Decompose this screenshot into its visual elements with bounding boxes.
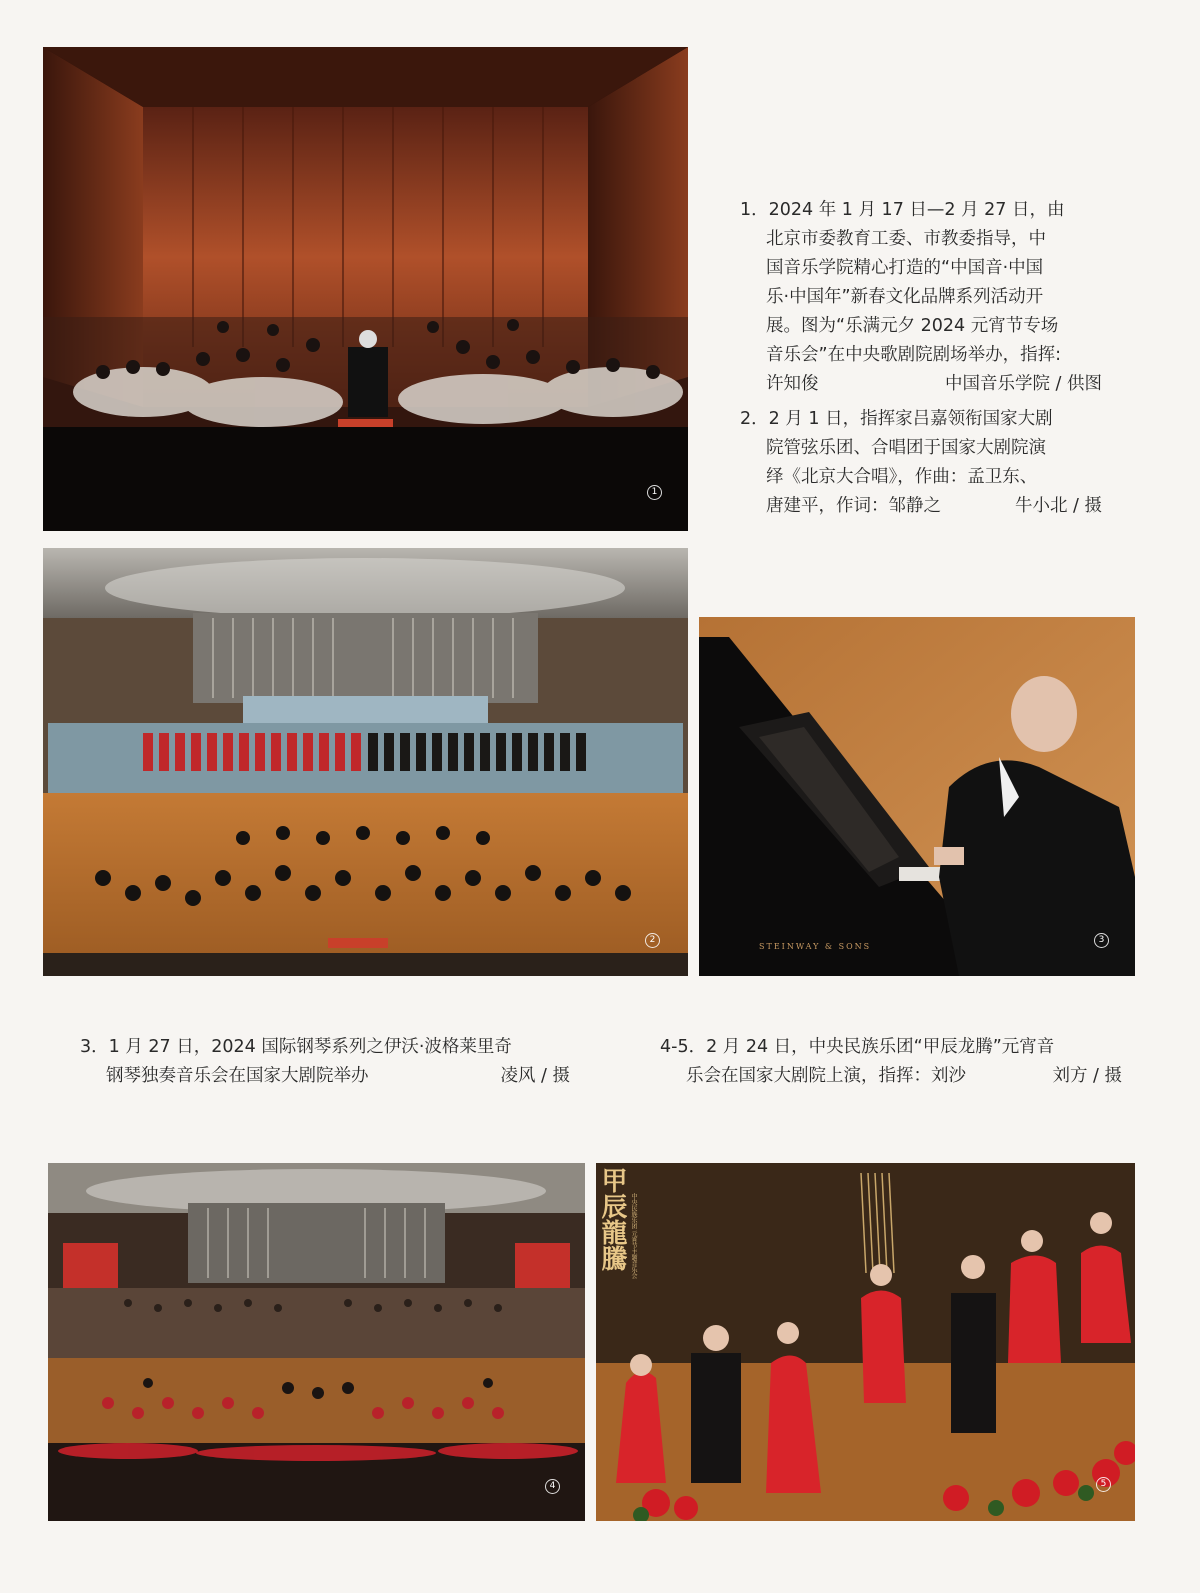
caption-text: 钢琴独奏音乐会在国家大剧院举办: [106, 1066, 369, 1086]
photo-credit: 刘方 / 摄: [1052, 1066, 1122, 1086]
photo-1-orchestra-hall: [43, 47, 688, 531]
photo-number-badge: 3: [1094, 933, 1109, 948]
photo-4-folk-orchestra-hall: [48, 1163, 585, 1521]
caption-line: 2．2 月 1 日，指挥家吕嘉领衔国家大剧: [740, 409, 1053, 429]
caption-line: 展。图为“乐满元夕 2024 元宵节专场: [766, 316, 1059, 336]
caption-last-line: [660, 1062, 1122, 1091]
caption-line: 3．1 月 27 日，2024 国际钢琴系列之伊沃·波格莱里奇: [80, 1037, 512, 1057]
caption-line: 音乐会”在中央歌剧院剧场举办，指挥:: [766, 345, 1061, 365]
event-logo-sub: 中央民族乐团 元宵节主题音乐会: [630, 1193, 637, 1279]
caption-1: [740, 196, 1102, 399]
photo-2-orchestra-choir: [43, 548, 688, 976]
photo-credit: 凌风 / 摄: [500, 1066, 570, 1086]
photo-number-badge: 1: [647, 485, 662, 500]
caption-last-line: [740, 370, 1102, 399]
photo-number-badge: 2: [645, 933, 660, 948]
photo-credit: 牛小北 / 摄: [1014, 496, 1102, 516]
caption-last-line: [740, 492, 1102, 521]
event-logo-main: 甲辰龍騰: [597, 1167, 627, 1271]
photo-number-badge: 4: [545, 1479, 560, 1494]
caption-4-5: [660, 1033, 1122, 1091]
caption-line: 4-5．2 月 24 日，中央民族乐团“甲辰龙腾”元宵音: [660, 1037, 1055, 1057]
photo-credit: 中国音乐学院 / 供图: [944, 374, 1102, 394]
caption-line: 1．2024 年 1 月 17 日—2 月 27 日，由: [740, 200, 1065, 220]
caption-last-line: [80, 1062, 570, 1091]
caption-line: 院管弦乐团、合唱团于国家大剧院演: [766, 438, 1046, 458]
conductor-name: 许知俊: [766, 374, 819, 394]
caption-line: 绎《北京大合唱》，作曲：孟卫东、: [766, 467, 1038, 487]
caption-line: 北京市委教育工委、市教委指导，中: [766, 229, 1046, 249]
caption-line: 国音乐学院精心打造的“中国音·中国: [766, 258, 1044, 278]
caption-line: 乐·中国年”新春文化品牌系列活动开: [766, 287, 1044, 307]
caption-text: 乐会在国家大剧院上演，指挥：刘沙: [686, 1066, 966, 1086]
caption-3: [80, 1033, 570, 1091]
piano-brand-text: STEINWAY & SONS: [759, 942, 872, 951]
photo-number-badge: 5: [1096, 1477, 1111, 1492]
caption-text: 唐建平，作词：邹静之: [766, 496, 941, 516]
photo-5-performers: [596, 1163, 1135, 1521]
photo-3-pianist: [699, 617, 1135, 976]
caption-2: [740, 405, 1102, 521]
caption-1-2: [740, 196, 1102, 527]
